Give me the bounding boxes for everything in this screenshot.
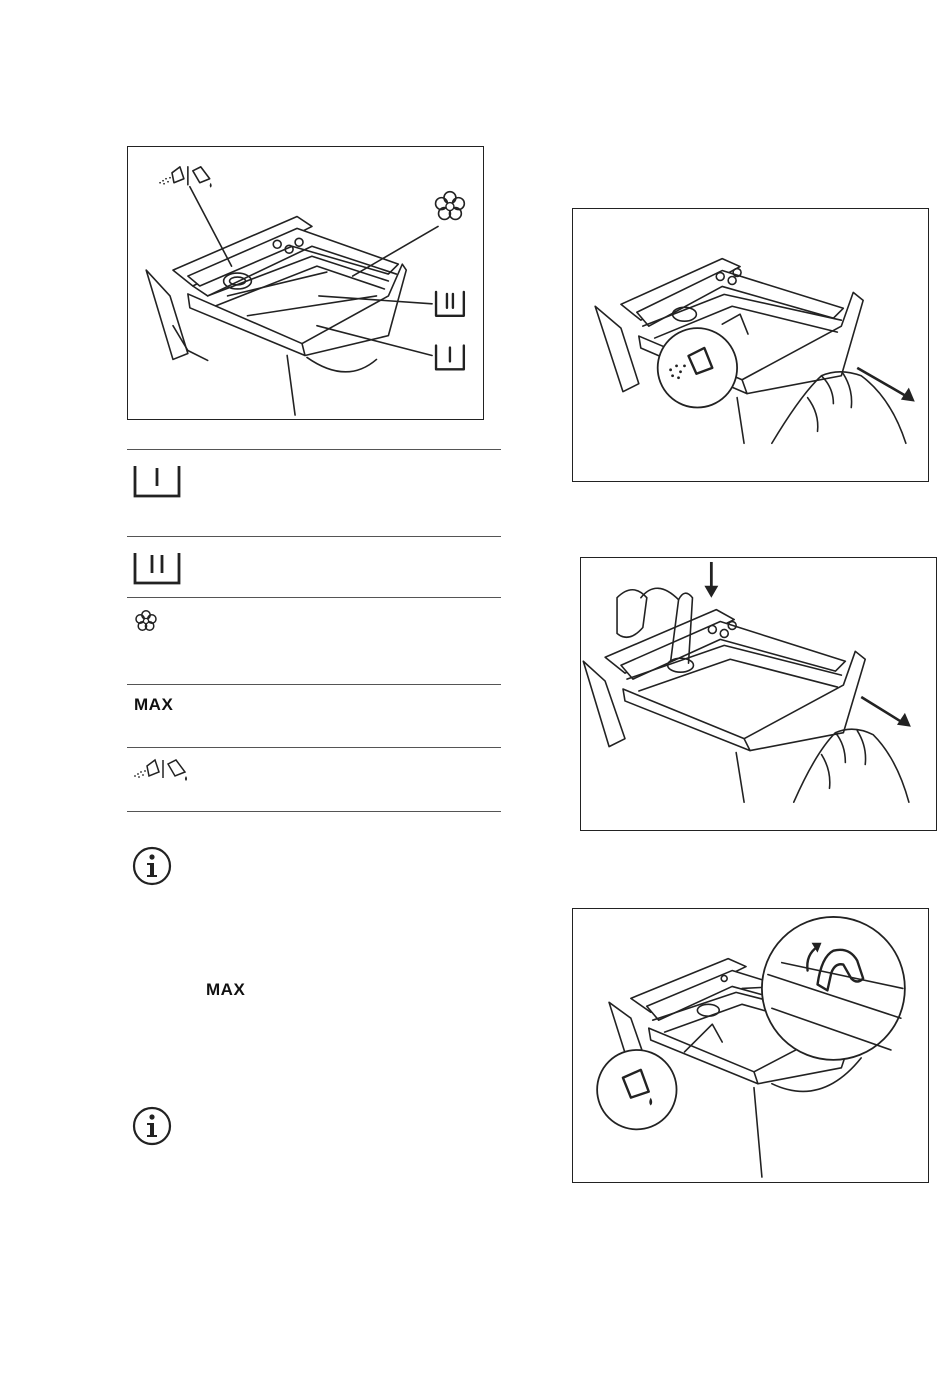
info-icon <box>132 1106 172 1146</box>
legend-row-softener <box>127 597 501 685</box>
legend-row-max <box>127 684 501 748</box>
info-icon <box>132 846 172 886</box>
legend-row-flap <box>127 747 501 812</box>
dispenser-drawer-drawing <box>146 187 438 415</box>
pull-arrow-icon <box>857 368 915 402</box>
main-wash-compartment-icon <box>133 547 181 587</box>
drawer-drawing <box>595 259 906 444</box>
max-level-label: MAX <box>134 695 174 714</box>
softener-compartment-icon <box>133 608 159 634</box>
flap-detail-callout <box>742 917 905 1060</box>
compartment-legend-table <box>127 449 501 811</box>
inline-max-label: MAX <box>206 980 246 999</box>
powder-detail-callout <box>658 314 748 407</box>
powder-liquid-flap-icon <box>159 167 212 188</box>
legend-row-main-wash <box>127 536 501 598</box>
prewash-compartment-icon <box>133 460 181 500</box>
press-catch-figure <box>580 557 937 831</box>
legend-row-prewash <box>127 449 501 537</box>
drawer-drawing <box>583 588 909 802</box>
pull-out-drawer-figure <box>572 208 929 482</box>
pull-arrow-icon <box>861 697 911 727</box>
dispenser-compartments-figure <box>127 146 484 420</box>
liquid-flap-figure <box>572 908 929 1183</box>
powder-liquid-flap-icon <box>133 756 193 782</box>
prewash-icon <box>436 346 464 370</box>
softener-flower-icon <box>436 192 465 220</box>
down-arrow-icon <box>704 562 718 598</box>
main-wash-icon <box>436 292 464 316</box>
liquid-detail-callout <box>597 1024 722 1129</box>
